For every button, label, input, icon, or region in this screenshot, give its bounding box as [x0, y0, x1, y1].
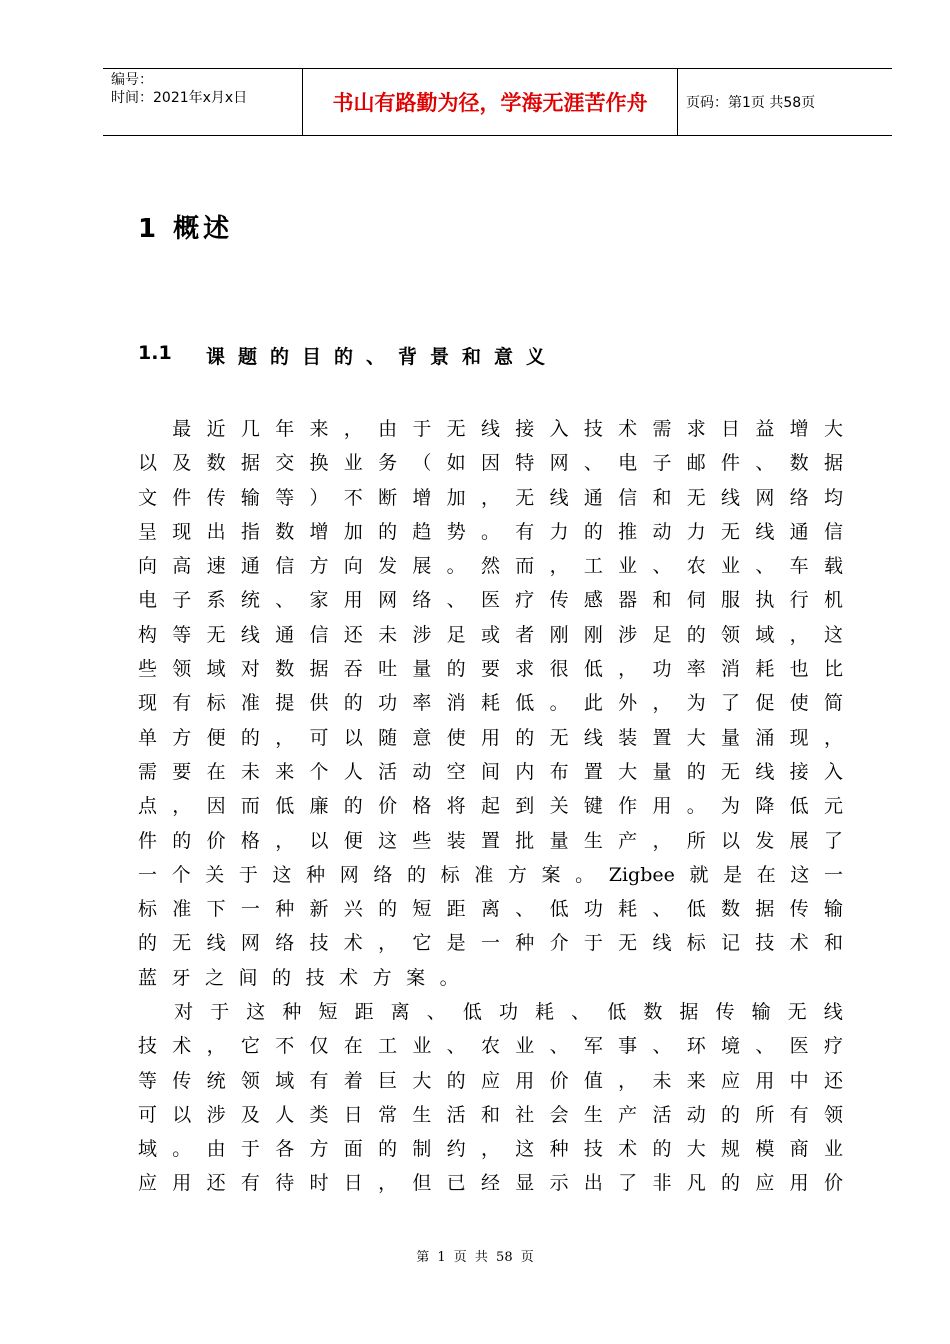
text-line: 的 无 线 网 络 技 术 ， 它 是 一 种 介 于 无 线 标 记 技 术 和: [138, 932, 843, 955]
text-line: 电 子 系 统 、 家 用 网 络 、 医 疗 传 感 器 和 伺 服 执 行 机: [138, 589, 843, 612]
body-paragraph-2: [138, 995, 843, 1201]
text-line: 向 高 速 通 信 方 向 发 展 。 然 而 ， 工 业 、 农 业 、 车 载: [138, 555, 843, 578]
number-label: 编号：: [111, 72, 153, 88]
text-line: 构 等 无 线 通 信 还 未 涉 足 或 者 刚 刚 涉 足 的 领 域 ， 这: [138, 623, 843, 646]
text-line: 可 以 涉 及 人 类 日 常 生 活 和 社 会 生 产 活 动 的 所 有 领: [138, 1103, 843, 1126]
section-heading: [138, 342, 558, 369]
text-line: 些 领 域 对 数 据 吞 吐 量 的 要 求 很 低 ， 功 率 消 耗 也 比: [138, 658, 843, 681]
header-motto: 书山有路勤为径，学海无涯苦作舟: [303, 69, 678, 135]
text-line: 一 个 关 于 这 种 网 络 的 标 准 方 案 。 Zigbee 就 是 在 这 一: [138, 863, 843, 886]
text-line: 点 ， 因 而 低 廉 的 价 格 将 起 到 关 键 作 用 。 为 降 低 元: [138, 795, 843, 818]
text-line: 需 要 在 未 来 个 人 活 动 空 间 内 布 置 大 量 的 无 线 接 入: [138, 760, 843, 783]
text-line: 域 。 由 于 各 方 面 的 制 约 ， 这 种 技 术 的 大 规 模 商 业: [138, 1138, 843, 1161]
text-line: 文 件 传 输 等 ） 不 断 增 加 ， 无 线 通 信 和 无 线 网 络 均: [138, 486, 843, 509]
text-line: 呈 现 出 指 数 增 加 的 趋 势 。 有 力 的 推 动 力 无 线 通 信: [138, 520, 843, 543]
section-number: 1.1: [138, 342, 172, 364]
text-line: 等 传 统 领 域 有 着 巨 大 的 应 用 价 值 ， 未 来 应 用 中 还: [138, 1069, 843, 1092]
page-header: [103, 68, 892, 136]
text-line: 对 于 这 种 短 距 离 、 低 功 耗 、 低 数 据 传 输 无 线: [174, 1001, 843, 1023]
text-line: 应 用 还 有 待 时 日 ， 但 已 经 显 示 出 了 非 凡 的 应 用 价: [138, 1172, 843, 1195]
text-line: 技 术 ， 它 不 仅 在 工 业 、 农 业 、 军 事 、 环 境 、 医 疗: [138, 1035, 843, 1058]
text-line: 件 的 价 格 ， 以 便 这 些 装 置 批 量 生 产 ， 所 以 发 展 了: [138, 829, 843, 852]
text-line: 以 及 数 据 交 换 业 务 （ 如 因 特 网 、 电 子 邮 件 、 数 据: [138, 452, 843, 475]
text-line: 标 准 下 一 种 新 兴 的 短 距 离 、 低 功 耗 、 低 数 据 传 输: [138, 898, 843, 921]
header-page-info: 页码：第1页 共58页: [686, 95, 816, 111]
body-paragraph-1: [138, 412, 843, 995]
time-label: 时间：2021年x月x日: [111, 90, 248, 106]
page-footer: 第 1 页 共 58 页: [416, 1250, 534, 1265]
text-line: 最 近 几 年 来 ， 由 于 无 线 接 入 技 术 需 求 日 益 增 大: [172, 418, 843, 440]
text-line: 蓝 牙 之 间 的 技 术 方 案 。: [138, 966, 459, 989]
header-meta: [103, 69, 303, 135]
section-title: 课题的目的、背景和意义: [206, 346, 559, 368]
text-line: 现 有 标 准 提 供 的 功 率 消 耗 低 。 此 外 ， 为 了 促 使 简: [138, 692, 843, 715]
chapter-heading: 1 概述: [138, 214, 234, 244]
text-line: 单 方 便 的 ， 可 以 随 意 使 用 的 无 线 装 置 大 量 涌 现 ，: [138, 726, 843, 749]
